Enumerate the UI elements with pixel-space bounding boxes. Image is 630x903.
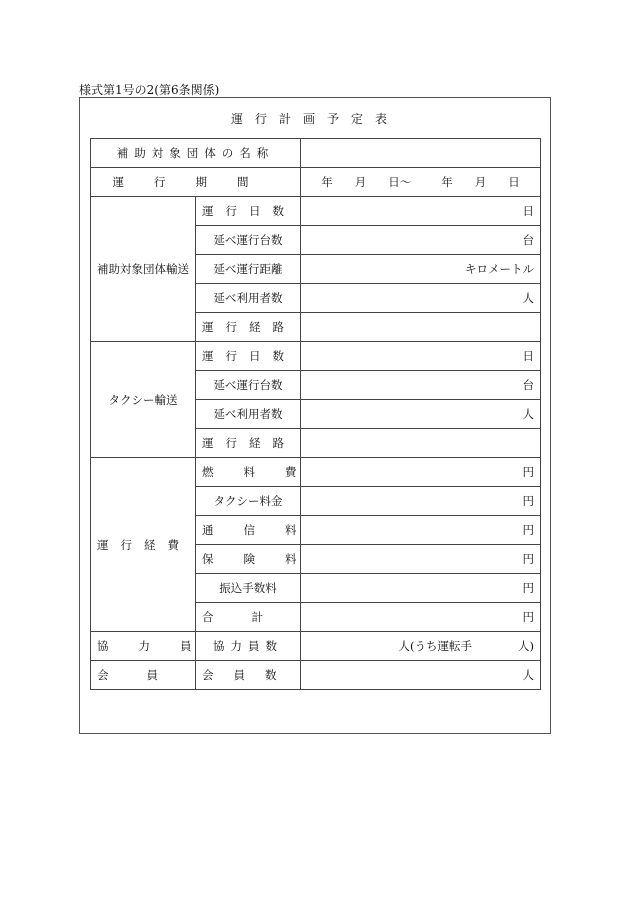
table-row-cooperators (91, 632, 541, 661)
table-row (91, 458, 541, 487)
period-end-year: 年 (441, 175, 453, 189)
period-start-month: 月 (354, 175, 367, 189)
row-unit: 台 (301, 371, 541, 400)
period-start-day: 日〜 (388, 175, 412, 189)
row-label: 通信料 (196, 516, 301, 545)
row-unit: 円 (301, 574, 541, 603)
period-end-month: 月 (474, 175, 487, 189)
operation-period-label: 運行期間 (91, 168, 301, 197)
row-label: 運行経路 (196, 429, 301, 458)
organization-name-value (301, 139, 541, 168)
row-unit: 円 (301, 487, 541, 516)
row-label: 延べ運行台数 (196, 226, 301, 255)
row-label: 延べ利用者数 (196, 400, 301, 429)
members-count-label: 会員数 (196, 661, 301, 690)
cooperators-label: 協力員 (91, 632, 196, 661)
cooperators-count-unit: 人(うち運転手 人) (301, 632, 541, 661)
row-unit (301, 429, 541, 458)
operation-period-value (301, 168, 541, 197)
members-label: 会員 (91, 661, 196, 690)
row-label: 運行日数 (196, 342, 301, 371)
row-label: 合計 (196, 603, 301, 632)
row-label: 延べ運行台数 (196, 371, 301, 400)
form-number-label: 様式第1号の2(第6条関係) (79, 83, 220, 97)
row-label: 運行経路 (196, 313, 301, 342)
row-label: 運行日数 (196, 197, 301, 226)
row-unit: 日 (301, 197, 541, 226)
row-label: タクシー料金 (196, 487, 301, 516)
cooperators-count-label: 協力員数 (196, 632, 301, 661)
row-unit: 円 (301, 603, 541, 632)
row-unit: キロメートル (301, 255, 541, 284)
row-unit: 人 (301, 400, 541, 429)
period-start-year: 年 (321, 175, 333, 189)
row-label: 延べ運行距離 (196, 255, 301, 284)
row-label: 延べ利用者数 (196, 284, 301, 313)
schedule-table (90, 138, 541, 690)
table-row-operation-period (91, 168, 541, 197)
table-row-organization-name (91, 139, 541, 168)
row-unit (301, 313, 541, 342)
row-unit: 円 (301, 516, 541, 545)
period-end-day: 日 (508, 175, 520, 189)
row-label: 振込手数料 (196, 574, 301, 603)
group-label-operating-costs: 運行経費 (91, 458, 196, 632)
row-unit: 円 (301, 545, 541, 574)
row-label: 燃料費 (196, 458, 301, 487)
table-row (91, 342, 541, 371)
table-row (91, 197, 541, 226)
group-label-taxi-transport: タクシー輸送 (91, 342, 196, 458)
row-label: 保険料 (196, 545, 301, 574)
form-title: 運行計画予定表 (230, 112, 399, 126)
organization-name-label: 補助対象団体の名称 (91, 139, 301, 168)
row-unit: 円 (301, 458, 541, 487)
row-unit: 日 (301, 342, 541, 371)
group-label-organization-transport: 補助対象団体輸送 (91, 197, 196, 342)
members-count-unit: 人 (301, 661, 541, 690)
row-unit: 台 (301, 226, 541, 255)
table-row-members (91, 661, 541, 690)
row-unit: 人 (301, 284, 541, 313)
